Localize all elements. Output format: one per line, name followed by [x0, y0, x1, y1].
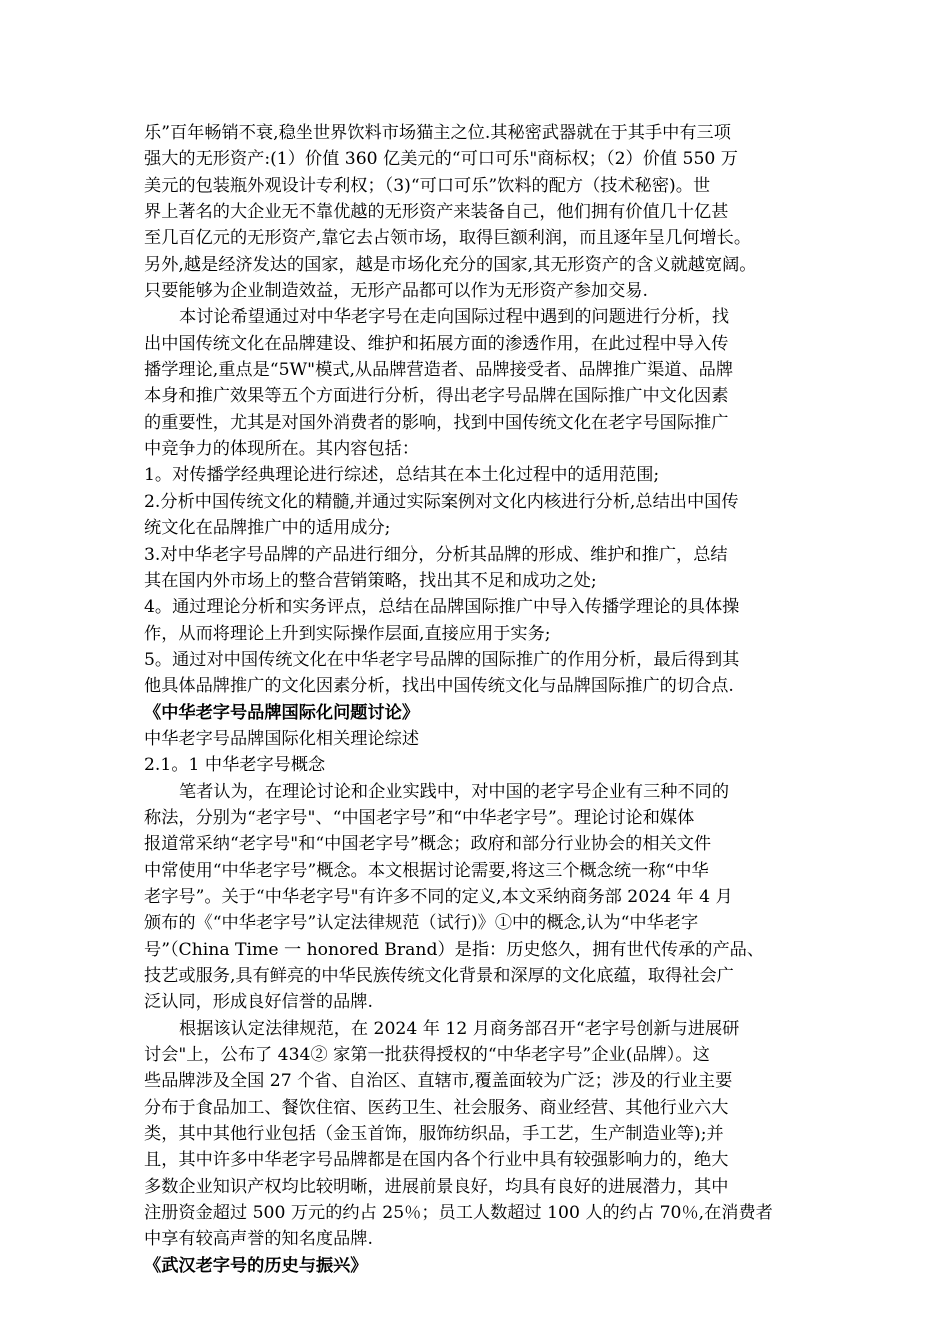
text-line: 本讨论希望通过对中华老字号在走向国际过程中遇到的问题进行分析，找 [179, 307, 730, 328]
text-line: 4。通过理论分析和实务评点，总结在品牌国际推广中导入传播学理论的具体操 [144, 597, 740, 618]
text-line: 根据该认定法律规范，在 2024 年 12 月商务部召开“老字号创新与进展研 [179, 1018, 740, 1039]
text-line: 颁布的《“中华老字号”认定法律规范（试行)》①中的概念,认为“中华老字 [144, 913, 699, 934]
text-line: 只要能够为企业制造效益，无形产品都可以作为无形资产参加交易. [144, 281, 648, 302]
text-line: 至几百亿元的无形资产,靠它去占领市场，取得巨额利润，而且逐年呈几何增长。 [144, 228, 752, 249]
text-line: 1。对传播学经典理论进行综述，总结其在本土化过程中的适用范围; [144, 465, 660, 486]
text-line: 播学理论,重点是“5W"模式,从品牌营造者、品牌接受者、品牌推广渠道、品牌 [144, 360, 734, 381]
text-line: 注册资金超过 500 万元的约占 25％；员工人数超过 100 人的约占 70％,在消费者 [144, 1203, 773, 1224]
text-line: 类，其中其他行业包括（金玉首饰，服饰纺织品，手工艺，生产制造业等);并 [144, 1124, 724, 1145]
text-line: 称法，分别为“老字号"、“中国老字号”和“中华老字号”。理论讨论和媒体 [144, 807, 695, 828]
text-line: 中享有较高声誉的知名度品牌. [144, 1229, 373, 1250]
text-line: 美元的包装瓶外观设计专利权；（3)“可口可乐”饮料的配方（技术秘密)。世 [144, 175, 711, 196]
text-line: 其在国内外市场上的整合营销策略，找出其不足和成功之处; [144, 570, 597, 591]
text-line: 些品牌涉及全国 27 个省、自治区、直辖市,覆盖面较为广泛；涉及的行业主要 [144, 1071, 733, 1092]
text-line: 分布于食品加工、餐饮住宿、医药卫生、社会服务、商业经营、其他行业六大 [144, 1097, 729, 1118]
text-line: 中竞争力的体现所在。其内容包括： [144, 439, 420, 460]
text-line: 3.对中华老字号品牌的产品进行细分，分析其品牌的形成、维护和推广，总结 [144, 544, 728, 565]
document-page [144, 120, 824, 1279]
text-line: 多数企业知识产权均比较明晰，进展前景良好，均具有良好的进展潜力，其中 [144, 1176, 729, 1197]
text-line: 统文化在品牌推广中的适用成分; [144, 518, 391, 539]
text-line: 界上著名的大企业无不靠优越的无形资产来装备自己，他们拥有价值几十亿甚 [144, 202, 729, 223]
text-line: 且，其中许多中华老字号品牌都是在国内各个行业中具有较强影响力的，绝大 [144, 1150, 729, 1171]
text-line: 泛认同，形成良好信誉的品牌. [144, 992, 373, 1013]
text-line: 讨会"上，公布了 434② 家第一批获得授权的“中华老字号”企业(品牌）。这 [144, 1045, 710, 1066]
text-line: 乐”百年畅销不衰,稳坐世界饮料市场猫主之位.其秘密武器就在于其手中有三项 [144, 123, 731, 143]
text-line: 出中国传统文化在品牌建设、维护和拓展方面的渗透作用，在此过程中导入传 [144, 333, 729, 354]
text-line: 中华老字号品牌国际化相关理论综述 [144, 728, 420, 749]
text-line: 报道常采纳“老字号"和“中国老字号”概念；政府和部分行业协会的相关文件 [144, 834, 712, 855]
section-heading: 《武汉老字号的历史与振兴》 [144, 1255, 368, 1276]
text-line: 老字号”。关于“中华老字号"有许多不同的定义,本文采纳商务部 2024 年 4 月 [144, 886, 733, 907]
text-line: 他具体品牌推广的文化因素分析，找出中国传统文化与品牌国际推广的切合点. [144, 676, 734, 697]
text-line: 的重要性，尤其是对国外消费者的影响，找到中国传统文化在老字号国际推广 [144, 412, 729, 433]
text-line: 另外,越是经济发达的国家，越是市场化充分的国家,其无形资产的含义就越宽阔。 [144, 254, 757, 275]
text-line: 5。通过对中国传统文化在中华老字号品牌的国际推广的作用分析，最后得到其 [144, 649, 740, 670]
text-line: 本身和推广效果等五个方面进行分析，得出老字号品牌在国际推广中文化因素 [144, 386, 729, 407]
text-line: 笔者认为，在理论讨论和企业实践中，对中国的老字号企业有三种不同的 [179, 781, 730, 802]
text-line: 技艺或服务,具有鲜亮的中华民族传统文化背景和深厚的文化底蕴，取得社会广 [144, 966, 734, 986]
section-heading: 《中华老字号品牌国际化问题讨论》 [144, 702, 420, 723]
text-line: 2.分析中国传统文化的精髓,并通过实际案例对文化内核进行分析,总结出中国传 [144, 491, 739, 512]
text-line: 强大的无形资产:(1）价值 360 亿美元的“可口可乐"商标权；（2）价值 550 万 [144, 149, 738, 170]
text-line: 号”（China Time 一 honored Brand）是指：历史悠久，拥有世代传承的产品、 [144, 939, 765, 960]
text-line: 中常使用“中华老字号”概念。本文根据讨论需要,将这三个概念统一称“中华 [144, 860, 709, 881]
text-line: 2.1。1 中华老字号概念 [144, 755, 326, 776]
text-line: 作，从而将理论上升到实际操作层面,直接应用于实务; [144, 623, 551, 644]
